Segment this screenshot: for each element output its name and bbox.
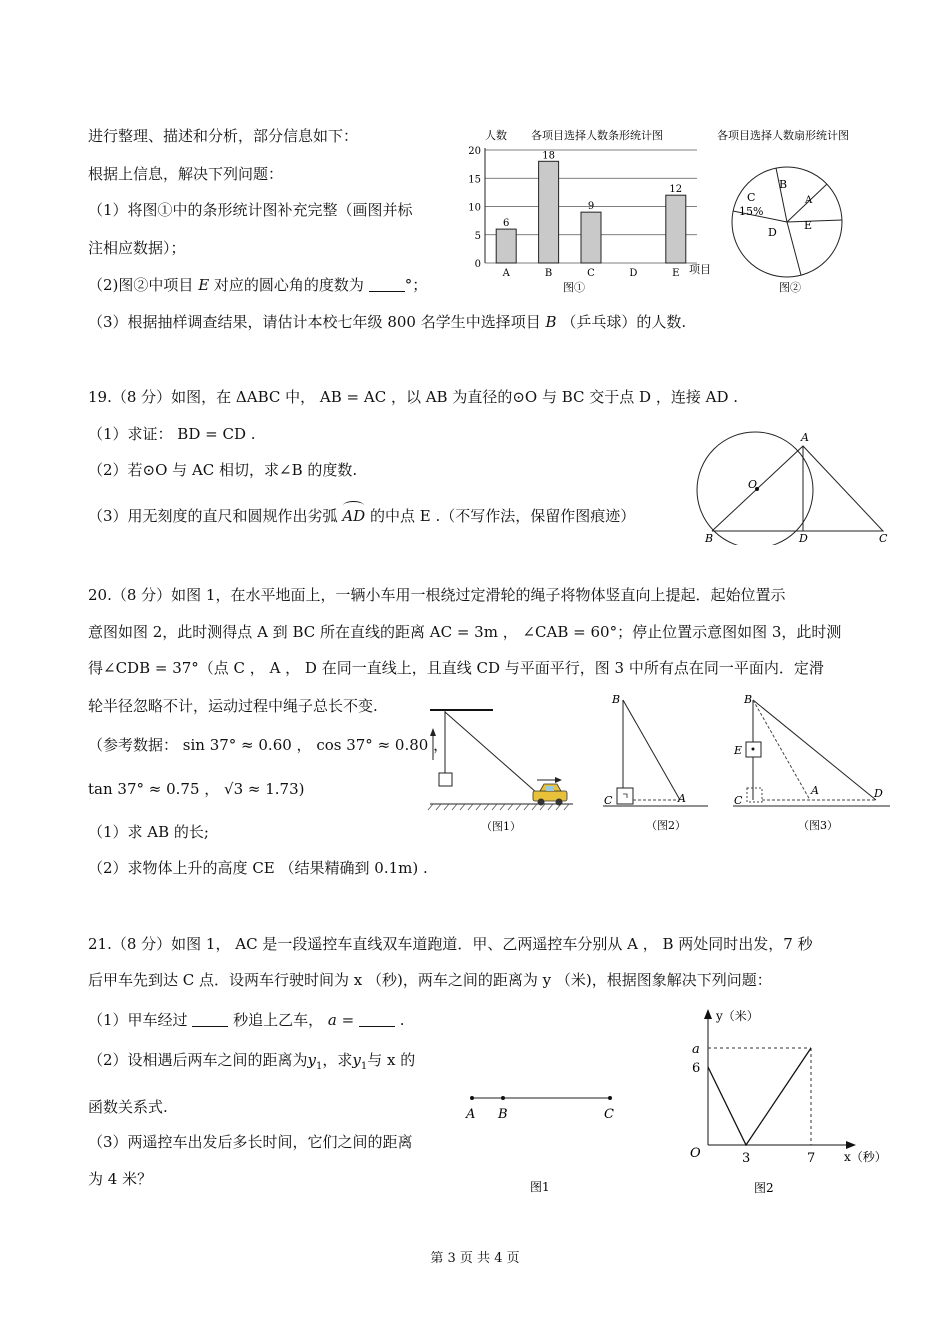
pie-divider-1 xyxy=(776,168,787,222)
bar-category-d: D xyxy=(629,268,638,279)
fig1-up-arrow-head xyxy=(430,728,436,736)
q20-line2: 意图如图 2，此时测得点 A 到 BC 所在直线的距离 AC = 3m ， ∠CAB = 60°；停止位置示意图如图 3，此时测 xyxy=(88,623,842,641)
fig2-object xyxy=(617,788,633,804)
q19-head: 19.（8 分）如图，在 ΔABC 中， AB = AC ，以 AB 为直径的⊙O 与 BC 交于点 D ，连接 AD . xyxy=(88,388,739,406)
pie-divider-4 xyxy=(787,222,801,275)
q21-part1 xyxy=(88,1010,405,1030)
bar-category-c: C xyxy=(587,268,595,279)
q18-part2-pre: （2)图②中项目 xyxy=(88,276,194,294)
q20-figure-1 xyxy=(425,700,575,840)
q19-label-b: B xyxy=(705,532,714,545)
bar-category-b: B xyxy=(544,268,553,279)
q21-var-y1-again: y xyxy=(352,1051,361,1069)
bar-chart-yticks xyxy=(468,146,481,270)
fig3-segment-ba-dashed xyxy=(753,700,810,800)
graph-x-arrow xyxy=(846,1141,856,1149)
q19-triangle xyxy=(712,446,883,531)
q21-var-y1: y xyxy=(307,1051,317,1069)
track-label-b: B xyxy=(498,1107,508,1122)
fig1-car-arrow-head xyxy=(555,777,562,783)
q21-figure-1 xyxy=(460,1088,630,1198)
graph-xtick-7: 7 xyxy=(807,1151,816,1166)
fig2-label-a: A xyxy=(678,792,686,805)
q18-part2-post: 对应的圆心角的度数为 xyxy=(213,276,364,294)
bar-category-a: A xyxy=(502,268,510,279)
bar-e xyxy=(666,195,686,263)
fig3-label-d: D xyxy=(874,787,883,800)
graph-xtick-3: 3 xyxy=(742,1151,751,1166)
q19-label-d: D xyxy=(799,532,808,545)
graph-ytick-6: 6 xyxy=(692,1061,701,1076)
q21-part1-end: . xyxy=(399,1011,405,1029)
q19-part3-post: 的中点 E .（不写作法，保留作图痕迹） xyxy=(369,507,636,525)
q21-var-y1-again-sub: 1 xyxy=(360,1061,368,1072)
q18-part2-var: E xyxy=(198,276,210,294)
bar-c xyxy=(581,212,601,263)
q19-part1: （1）求证： BD = CD . xyxy=(88,425,256,443)
fig1-caption: （图1） xyxy=(481,820,521,833)
bar-data-label-a: 6 xyxy=(503,218,510,230)
graph-ylabel: y（米） xyxy=(716,1009,759,1023)
q21-part1-pre: （1）甲车经过 xyxy=(88,1011,188,1029)
bar-a xyxy=(496,229,516,263)
track-point-c xyxy=(608,1096,612,1100)
bar-data-label-e: 12 xyxy=(669,184,683,196)
bar-category-e: E xyxy=(672,268,680,279)
bar-chart-caption: 图① xyxy=(563,281,585,294)
pie-label-d: D xyxy=(768,226,777,239)
bar-ytick-label: 15 xyxy=(468,174,481,186)
fig2-caption: （图2） xyxy=(646,819,686,832)
q19-part2: （2）若⊙O 与 AC 相切，求∠B 的度数. xyxy=(88,461,358,479)
q21-part3-line1: （3）两遥控车出发后多长时间，它们之间的距离 xyxy=(88,1133,413,1151)
q18-part3-post: （乒乓球）的人数. xyxy=(561,313,687,331)
q19-part3-pre: （3）用无刻度的直尺和圆规作出劣弧 xyxy=(88,507,338,525)
track-point-a xyxy=(470,1096,474,1100)
q20-part1: （1）求 AB 的长; xyxy=(88,823,209,841)
q18-instruction: 根据上信息，解决下列问题： xyxy=(88,165,284,183)
graph-y-arrow xyxy=(704,1009,712,1019)
graph-ytick-a: a xyxy=(692,1042,700,1057)
fig3-caption: （图3） xyxy=(798,819,838,832)
fig3-object-dot xyxy=(752,748,755,751)
fig1-car-icon xyxy=(533,784,567,806)
bar-data-label-c: 9 xyxy=(587,201,595,213)
q19-figure xyxy=(695,430,895,545)
q18-part3-var: B xyxy=(545,313,557,331)
q21-line1: 21.（8 分）如图 1， AC 是一段遥控车直线双车道跑道．甲、乙两遥控车分别从 A ， B 两处同时出发，7 秒 xyxy=(88,935,813,953)
graph-origin: O xyxy=(690,1146,701,1161)
bar-chart-categories xyxy=(502,268,680,279)
pie-label-a: A xyxy=(805,195,813,206)
q18-intro: 进行整理、描述和分析，部分信息如下： xyxy=(88,127,359,145)
fig3-initial-object-dashed xyxy=(747,788,762,802)
pie-chart-title: 各项目选择人数扇形统计图 xyxy=(717,129,849,142)
q21-figure-2 xyxy=(680,1005,890,1200)
q20-ref-data-1: （参考数据： sin 37° ≈ 0.60 ， cos 37° ≈ 0.80 ， xyxy=(88,736,449,754)
q21-part2-post: 与 x 的 xyxy=(367,1051,416,1069)
q20-figure-3 xyxy=(728,688,893,838)
q21-fig1-caption: 图1 xyxy=(530,1180,550,1194)
bar-data-label-b: 18 xyxy=(542,150,555,162)
bar-chart-title: 各项目选择人数条形统计图 xyxy=(531,129,663,142)
q20-part2: （2）求物体上升的高度 CE （结果精确到 0.1m) . xyxy=(88,859,428,877)
q21-part1-var: a = xyxy=(327,1011,355,1029)
q21-part2-pre: （2）设相遇后两车之间的距离为 xyxy=(88,1051,308,1069)
fig1-rope-slanted xyxy=(445,712,537,793)
graph-distance-line xyxy=(708,1048,811,1145)
q19-label-a: A xyxy=(801,431,809,444)
track-point-b xyxy=(501,1096,505,1100)
fig3-label-c: C xyxy=(734,794,743,807)
q21-blank-seconds xyxy=(192,1012,228,1027)
q21-part2-line2: 函数关系式. xyxy=(88,1098,168,1116)
pie-label-c: C xyxy=(747,191,756,204)
q20-figure-2 xyxy=(598,688,713,838)
pie-label-b: B xyxy=(779,178,788,191)
fig2-segment-ba xyxy=(623,700,680,800)
q19-arc-ad: AD xyxy=(342,507,366,525)
track-label-a: A xyxy=(466,1107,476,1122)
fig3-label-a: A xyxy=(811,784,819,797)
q21-part2-line1 xyxy=(88,1050,415,1077)
q21-part2-mid: ，求 xyxy=(322,1051,353,1069)
fig1-ground-hatch xyxy=(428,804,569,810)
fig3-label-b: B xyxy=(744,693,753,706)
bar-chart-ylabel: 人数 xyxy=(485,129,507,142)
q20-line1: 20.（8 分）如图 1，在水平地面上，一辆小车用一根绕过定滑轮的绳子将物体竖直向上提起．起始位置示 xyxy=(88,586,786,604)
q21-part3-line2: 为 4 米？ xyxy=(88,1170,153,1188)
q19-label-o: O xyxy=(748,478,758,491)
fig1-object xyxy=(439,773,452,786)
q21-var-y1-sub: 1 xyxy=(316,1061,323,1072)
pie-chart-caption: 图② xyxy=(779,281,801,294)
q21-fig2-caption: 图2 xyxy=(754,1181,774,1195)
bar-ytick-label: 10 xyxy=(468,202,481,214)
pie-label-e: E xyxy=(804,219,813,232)
bar-chart-xlabel: 项目 xyxy=(689,263,711,276)
q18-part3 xyxy=(88,312,686,332)
bar-b xyxy=(539,161,559,263)
bar-ytick-label: 5 xyxy=(474,230,481,242)
bar-ytick-label: 20 xyxy=(468,146,481,157)
q21-blank-a xyxy=(359,1012,395,1027)
pie-divider-3 xyxy=(787,220,842,222)
fig2-label-c: C xyxy=(604,794,613,807)
q18-part1-line2: 注相应数据）； xyxy=(88,239,186,257)
q18-answer-blank xyxy=(369,277,405,292)
track-label-c: C xyxy=(604,1107,614,1122)
bar-ytick-label: 0 xyxy=(474,259,481,270)
q21-line2: 后甲车先到达 C 点．设两车行驶时间为 x （秒)，两车之间的距离为 y （米)，根据图象解决下列问题： xyxy=(88,971,772,989)
q21-part1-mid: 秒追上乙车， xyxy=(233,1011,324,1029)
q18-part3-pre: （3）根据抽样调查结果，请估计本校七年级 800 名学生中选择项目 xyxy=(88,313,541,331)
bar-chart xyxy=(455,125,720,305)
q20-line4: 轮半径忽略不计，运动过程中绳子总长不变. xyxy=(88,697,378,715)
q18-part2-tail: °； xyxy=(404,276,428,294)
pie-annotation-15pct: 15% xyxy=(739,205,764,218)
q18-part2 xyxy=(88,275,427,295)
q20-line3: 得∠CDB = 37°（点 C ， A ， D 在同一直线上，且直线 CD 与平面平行，图 3 中所有点在同一平面内．定滑 xyxy=(88,659,824,677)
pie-chart xyxy=(715,125,875,305)
page-footer: 第 3 页 共 4 页 xyxy=(430,1251,520,1266)
graph-xlabel: x（秒） xyxy=(844,1150,887,1164)
q19-label-c: C xyxy=(879,532,888,545)
fig2-label-b: B xyxy=(612,693,621,706)
q19-part3 xyxy=(88,506,635,526)
fig3-label-e: E xyxy=(734,744,743,757)
q20-ref-data-2: tan 37° ≈ 0.75 ， √3 ≈ 1.73) xyxy=(88,780,305,798)
q18-part1-line1: （1）将图①中的条形统计图补充完整（画图并标 xyxy=(88,201,413,219)
